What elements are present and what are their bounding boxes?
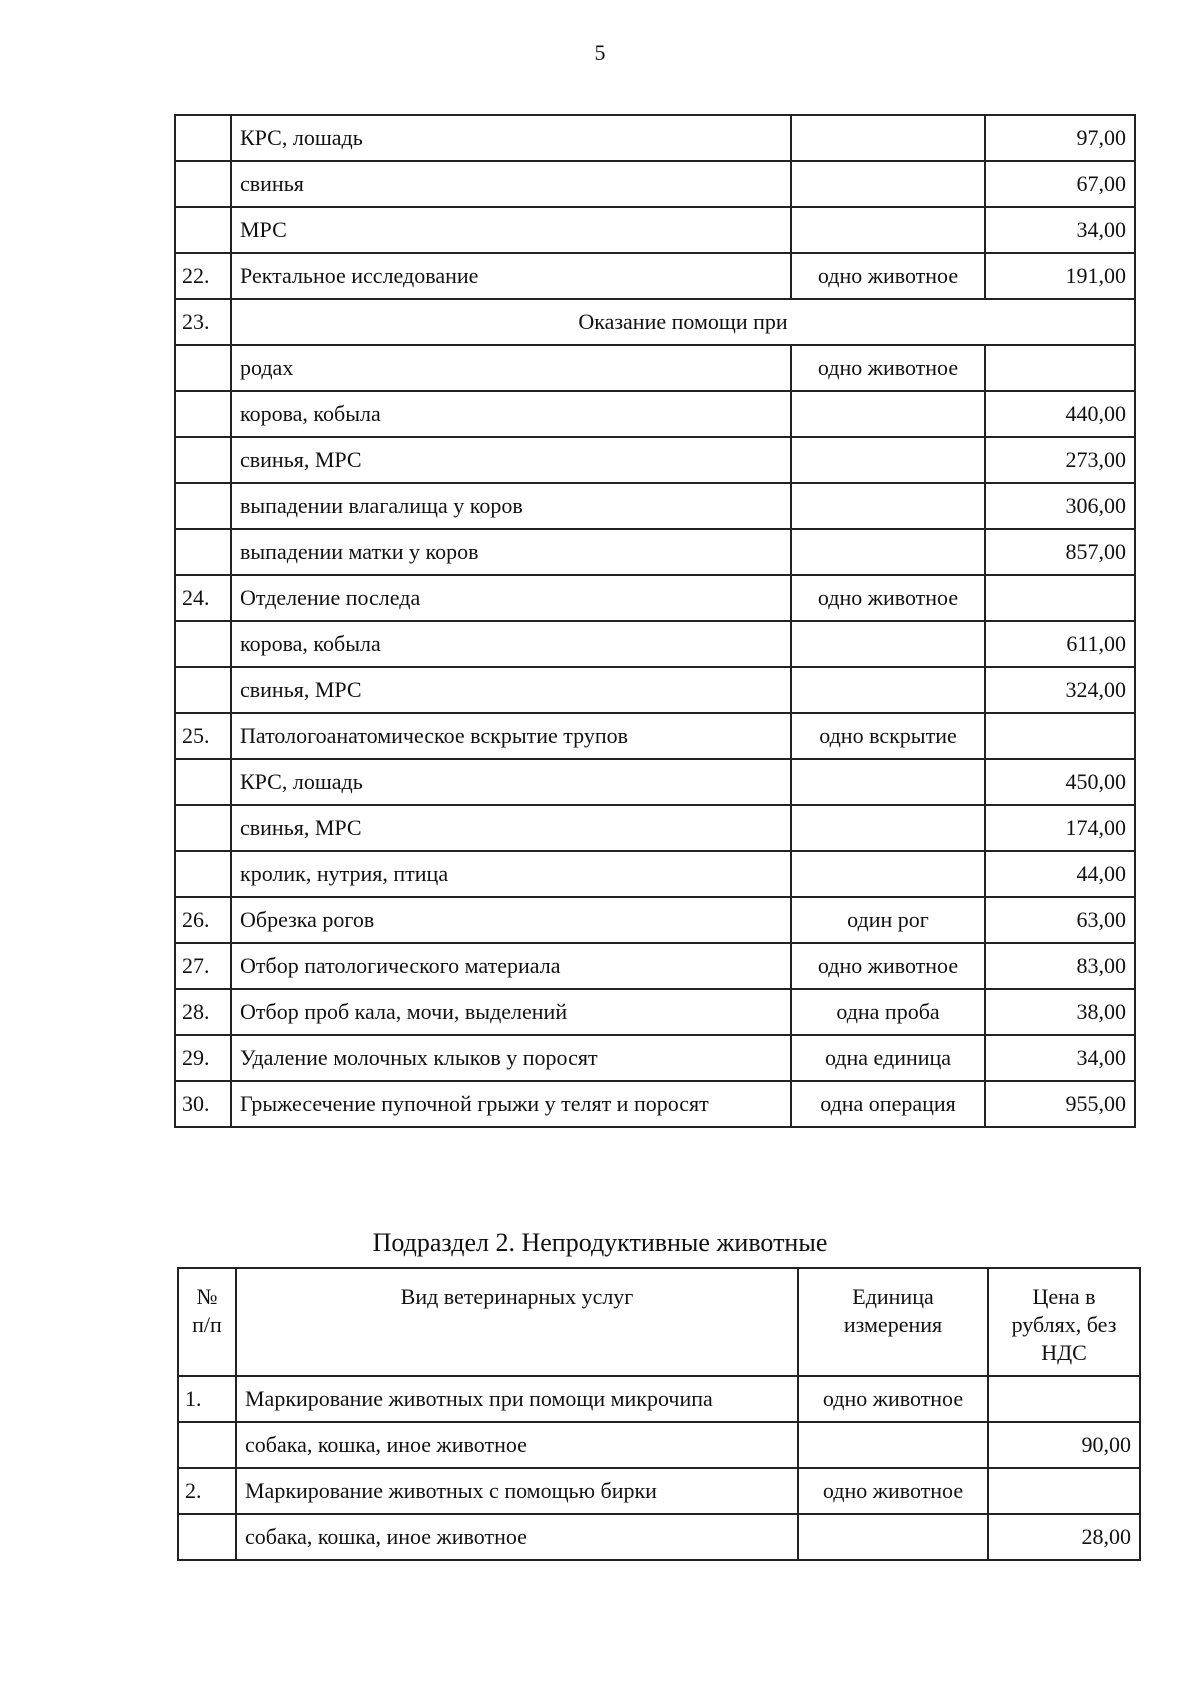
subsection-title: Подраздел 2. Непродуктивные животные <box>372 1228 828 1257</box>
row-unit <box>791 667 985 713</box>
row-service: родах <box>231 345 791 391</box>
row-price <box>985 575 1135 621</box>
header-unit: Единица измерения <box>798 1268 988 1376</box>
row-unit: одна единица <box>791 1035 985 1081</box>
row-price: 273,00 <box>985 437 1135 483</box>
row-number: 30. <box>175 1081 231 1127</box>
table-row <box>175 115 1135 161</box>
table-row <box>175 851 1135 897</box>
header-service: Вид ветеринарных услуг <box>236 1268 798 1376</box>
table-row <box>175 989 1135 1035</box>
row-service: Маркирование животных при помощи микрочипа <box>236 1376 798 1422</box>
header-price: Цена в рублях, без НДС <box>988 1268 1140 1376</box>
row-number <box>175 115 231 161</box>
row-service: МРС <box>231 207 791 253</box>
row-price: 191,00 <box>985 253 1135 299</box>
table-row <box>175 575 1135 621</box>
row-service: выпадении матки у коров <box>231 529 791 575</box>
row-price: 34,00 <box>985 207 1135 253</box>
row-service: Патологоанатомическое вскрытие трупов <box>231 713 791 759</box>
row-service: свинья <box>231 161 791 207</box>
row-number <box>175 667 231 713</box>
table-row <box>175 483 1135 529</box>
row-unit: одно животное <box>791 345 985 391</box>
row-number <box>175 207 231 253</box>
row-price: 450,00 <box>985 759 1135 805</box>
row-unit <box>791 115 985 161</box>
row-service: корова, кобыла <box>231 391 791 437</box>
row-group-title: Оказание помощи при <box>231 299 1135 345</box>
row-number <box>175 621 231 667</box>
row-unit: одно животное <box>798 1468 988 1514</box>
row-price <box>985 345 1135 391</box>
row-unit: одно животное <box>791 253 985 299</box>
table-header-row <box>178 1268 1140 1376</box>
row-unit <box>791 759 985 805</box>
table-row <box>178 1514 1140 1560</box>
row-service: собака, кошка, иное животное <box>236 1514 798 1560</box>
table-row <box>175 805 1135 851</box>
table-row <box>175 529 1135 575</box>
row-number: 2. <box>178 1468 236 1514</box>
table-row <box>175 391 1135 437</box>
table-row <box>175 299 1135 345</box>
row-unit: одно животное <box>791 575 985 621</box>
row-unit: один рог <box>791 897 985 943</box>
row-price <box>988 1376 1140 1422</box>
row-price <box>985 713 1135 759</box>
table-row <box>175 1081 1135 1127</box>
header-num: № п/п <box>178 1268 236 1376</box>
row-service: корова, кобыла <box>231 621 791 667</box>
row-service: Обрезка рогов <box>231 897 791 943</box>
row-price: 34,00 <box>985 1035 1135 1081</box>
row-unit: одно вскрытие <box>791 713 985 759</box>
row-number: 29. <box>175 1035 231 1081</box>
row-service: Удаление молочных клыков у поросят <box>231 1035 791 1081</box>
row-price: 44,00 <box>985 851 1135 897</box>
row-number <box>175 345 231 391</box>
row-number: 23. <box>175 299 231 345</box>
row-unit <box>791 437 985 483</box>
row-number <box>178 1514 236 1560</box>
row-service: КРС, лошадь <box>231 759 791 805</box>
row-service: Отбор проб кала, мочи, выделений <box>231 989 791 1035</box>
row-price: 90,00 <box>988 1422 1140 1468</box>
table-row <box>175 437 1135 483</box>
table-row <box>175 713 1135 759</box>
row-number: 22. <box>175 253 231 299</box>
row-unit <box>791 161 985 207</box>
row-price: 440,00 <box>985 391 1135 437</box>
row-number: 25. <box>175 713 231 759</box>
row-service: кролик, нутрия, птица <box>231 851 791 897</box>
row-number: 1. <box>178 1376 236 1422</box>
row-price <box>988 1468 1140 1514</box>
table-row <box>175 207 1135 253</box>
table-row <box>175 759 1135 805</box>
row-unit: одно животное <box>791 943 985 989</box>
row-number <box>178 1422 236 1468</box>
row-number: 24. <box>175 575 231 621</box>
row-number <box>175 759 231 805</box>
row-price: 83,00 <box>985 943 1135 989</box>
row-price: 97,00 <box>985 115 1135 161</box>
row-unit: одно животное <box>798 1376 988 1422</box>
row-number <box>175 851 231 897</box>
row-unit <box>798 1514 988 1560</box>
row-service: свинья, МРС <box>231 805 791 851</box>
table-row <box>175 1035 1135 1081</box>
row-price: 306,00 <box>985 483 1135 529</box>
row-unit <box>791 207 985 253</box>
row-price: 611,00 <box>985 621 1135 667</box>
row-unit <box>798 1422 988 1468</box>
table-row <box>175 897 1135 943</box>
table-row <box>178 1376 1140 1422</box>
row-unit: одна операция <box>791 1081 985 1127</box>
row-service: Отделение последа <box>231 575 791 621</box>
row-unit <box>791 805 985 851</box>
row-unit <box>791 851 985 897</box>
row-number: 27. <box>175 943 231 989</box>
row-number <box>175 529 231 575</box>
table-row <box>175 345 1135 391</box>
services-table-nonproductive <box>177 1267 1141 1561</box>
row-number <box>175 805 231 851</box>
row-service: Маркирование животных с помощью бирки <box>236 1468 798 1514</box>
table-row <box>175 161 1135 207</box>
row-unit <box>791 483 985 529</box>
row-unit <box>791 391 985 437</box>
services-table-productive <box>174 114 1136 1128</box>
row-price: 67,00 <box>985 161 1135 207</box>
row-number <box>175 483 231 529</box>
row-service: Ректальное исследование <box>231 253 791 299</box>
table-row <box>175 621 1135 667</box>
table-row <box>175 667 1135 713</box>
table-row <box>178 1422 1140 1468</box>
row-service: Грыжесечение пупочной грыжи у телят и поросят <box>231 1081 791 1127</box>
table-row <box>175 253 1135 299</box>
row-service: свинья, МРС <box>231 667 791 713</box>
row-price: 63,00 <box>985 897 1135 943</box>
row-price: 28,00 <box>988 1514 1140 1560</box>
row-service: собака, кошка, иное животное <box>236 1422 798 1468</box>
row-unit: одна проба <box>791 989 985 1035</box>
row-service: Отбор патологического материала <box>231 943 791 989</box>
row-service: выпадении влагалища у коров <box>231 483 791 529</box>
row-number: 26. <box>175 897 231 943</box>
row-number <box>175 437 231 483</box>
row-number <box>175 161 231 207</box>
row-service: КРС, лошадь <box>231 115 791 161</box>
table-row <box>178 1468 1140 1514</box>
table-row <box>175 943 1135 989</box>
row-price: 857,00 <box>985 529 1135 575</box>
row-price: 38,00 <box>985 989 1135 1035</box>
row-price: 955,00 <box>985 1081 1135 1127</box>
row-unit <box>791 621 985 667</box>
row-price: 324,00 <box>985 667 1135 713</box>
row-unit <box>791 529 985 575</box>
row-price: 174,00 <box>985 805 1135 851</box>
page-number: 5 <box>594 40 606 65</box>
row-service: свинья, МРС <box>231 437 791 483</box>
row-number: 28. <box>175 989 231 1035</box>
row-number <box>175 391 231 437</box>
